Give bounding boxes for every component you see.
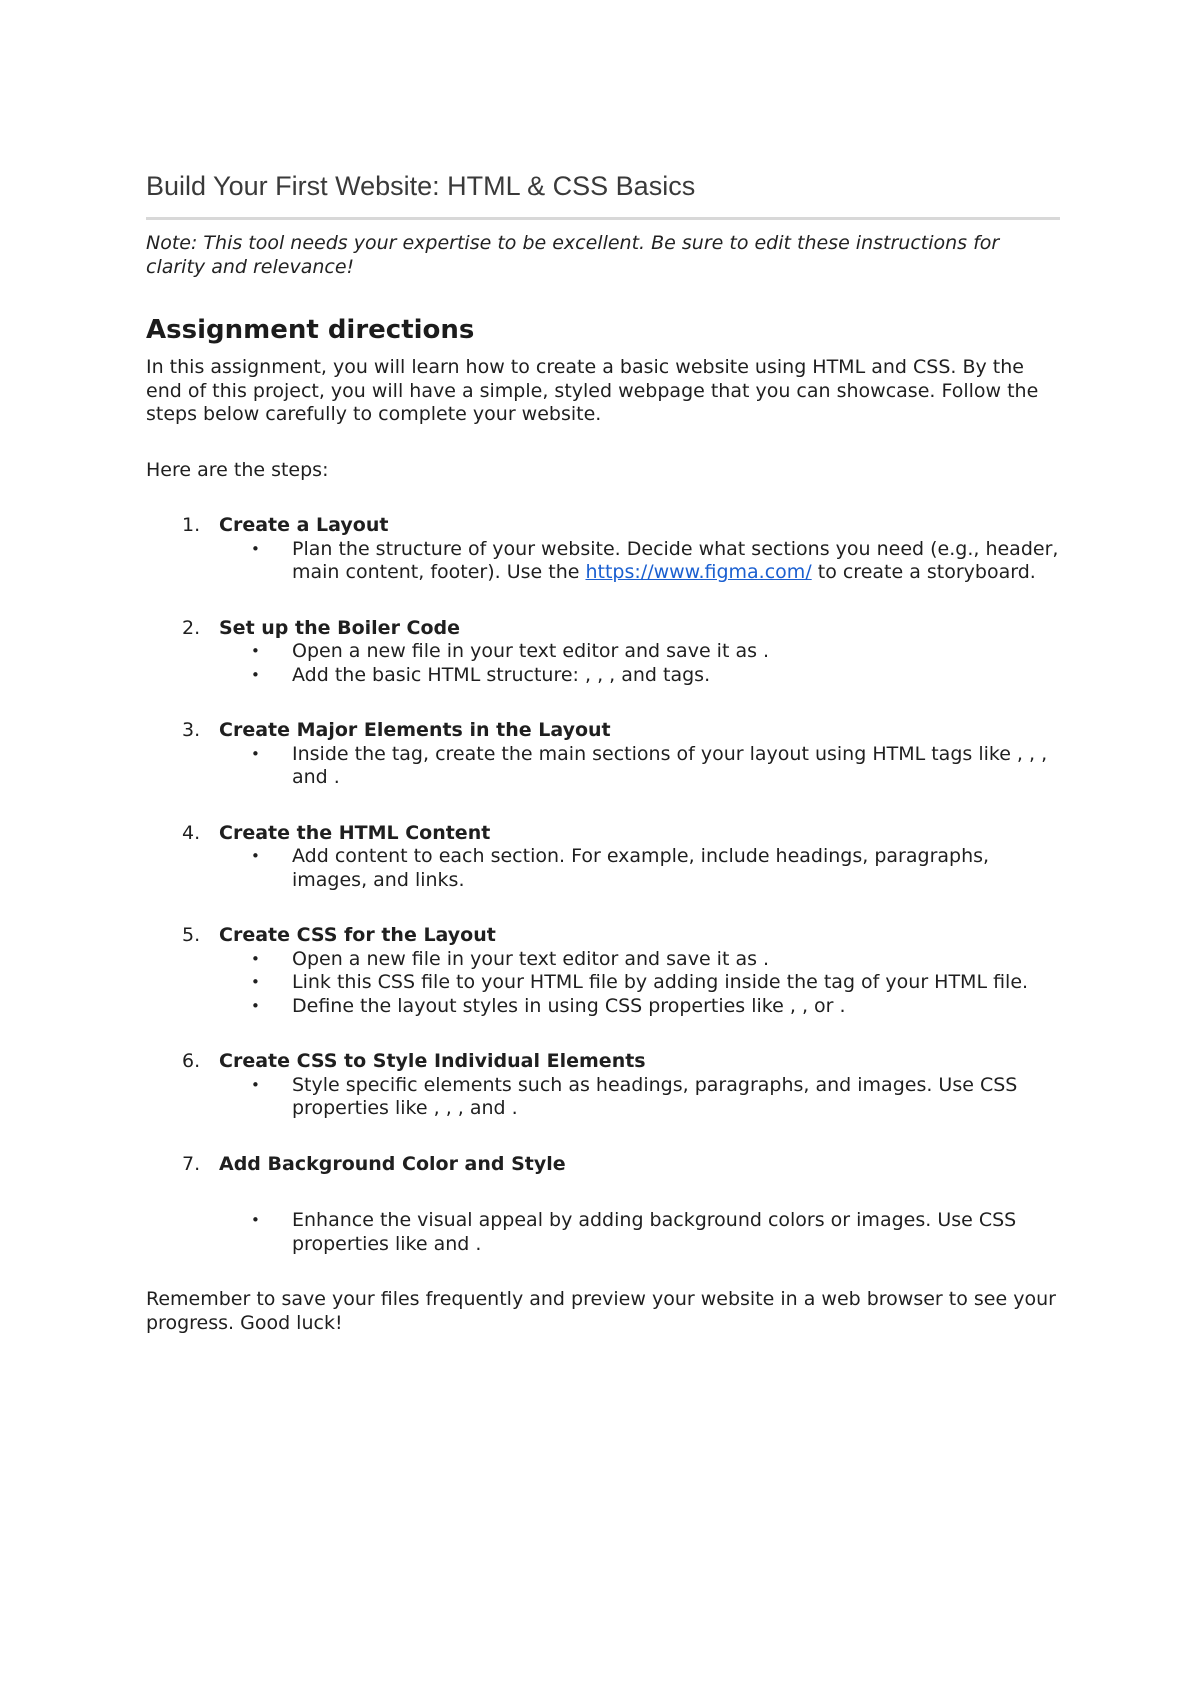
bullet-text: Define the layout styles in using CSS properties like , , or . <box>292 994 846 1017</box>
bullet-text: Open a new file in your text editor and save it as . <box>292 640 770 662</box>
step-bullets <box>219 948 1060 1019</box>
bullet-text: Enhance the visual appeal by adding background colors or images. Use CSS properties like and . <box>292 1209 1017 1255</box>
step-bullets <box>219 743 1060 790</box>
bullet-text: Plan the structure of your website. Decide what sections you need (e.g., header, main content, footer). Use the <box>292 537 1059 583</box>
step-bullets <box>219 640 1060 687</box>
document-title: Build Your First Website: HTML & CSS Basics <box>146 171 696 201</box>
intro-paragraph: In this assignment, you will learn how to create a basic website using HTML and CSS. By the end of this project, you will have a simple, styled webpage that you can showcase. Follow the steps below carefully to complete your website. <box>146 356 1039 425</box>
step-title: Create a Layout <box>219 514 389 536</box>
figma-link[interactable]: https://www.figma.com/ <box>585 561 812 583</box>
bullet-icon: • <box>251 665 260 684</box>
step-bullets <box>219 1209 1060 1256</box>
step-title: Create the HTML Content <box>219 821 491 844</box>
document-page <box>146 168 1060 1335</box>
editor-note: Note: This tool needs your expertise to be excellent. Be sure to edit these instructions for clarity and relevance! <box>146 232 1000 278</box>
steps-list <box>146 514 1060 1256</box>
step-bullets <box>219 845 1060 892</box>
closing-paragraph: Remember to save your files frequently and preview your website in a web browser to see your progress. Good luck! <box>146 1288 1056 1334</box>
bullet-icon: • <box>251 744 260 763</box>
step-5 <box>146 924 1060 1018</box>
step-title: Add Background Color and Style <box>219 1152 566 1175</box>
bullet-icon: • <box>251 847 260 865</box>
list-item <box>219 1209 1060 1256</box>
step-number: 5. <box>182 924 201 946</box>
step-title: Create Major Elements in the Layout <box>219 719 611 741</box>
bullet-icon: • <box>251 642 260 660</box>
step-7 <box>146 1153 1060 1257</box>
step-bullets <box>219 538 1060 585</box>
bullet-icon: • <box>251 1075 260 1094</box>
step-number: 6. <box>182 1050 201 1072</box>
bullet-icon: • <box>251 949 260 968</box>
step-number: 1. <box>182 514 201 536</box>
steps-intro: Here are the steps: <box>146 458 329 481</box>
step-number: 4. <box>182 821 201 844</box>
bullet-text: Add content to each section. For example, include headings, paragraphs, images, and links. <box>292 845 990 891</box>
list-item <box>219 664 1060 688</box>
title-divider <box>146 217 1060 220</box>
list-item <box>219 538 1060 585</box>
bullet-icon: • <box>251 1211 260 1229</box>
bullet-text-after-link: to create a storyboard. <box>811 561 1036 583</box>
step-number: 3. <box>182 719 201 741</box>
bullet-text: Inside the tag, create the main sections of your layout using HTML tags like , , , and . <box>292 742 1048 788</box>
assignment-directions-heading: Assignment directions <box>146 315 475 345</box>
bullet-text: Open a new file in your text editor and save it as . <box>292 947 770 970</box>
bullet-text: Link this CSS file to your HTML file by adding inside the tag of your HTML file. <box>292 971 1029 993</box>
bullet-text: Add the basic HTML structure: , , , and tags. <box>292 663 711 686</box>
step-3 <box>146 719 1060 790</box>
step-2 <box>146 617 1060 688</box>
bullet-icon: • <box>251 996 260 1015</box>
list-item <box>219 971 1060 995</box>
step-number: 2. <box>182 616 201 639</box>
step-1 <box>146 514 1060 585</box>
step-title: Create CSS for the Layout <box>219 924 496 946</box>
bullet-icon: • <box>251 539 260 558</box>
list-item <box>219 640 1060 664</box>
list-item <box>219 948 1060 972</box>
step-title: Set up the Boiler Code <box>219 616 461 639</box>
step-4 <box>146 822 1060 893</box>
step-bullets <box>219 1074 1060 1121</box>
step-title: Create CSS to Style Individual Elements <box>219 1050 646 1072</box>
step-number: 7. <box>182 1152 201 1175</box>
list-item <box>219 1074 1060 1121</box>
bullet-icon: • <box>251 973 260 991</box>
list-item <box>219 743 1060 790</box>
list-item <box>219 845 1060 892</box>
step-6 <box>146 1050 1060 1121</box>
list-item <box>219 995 1060 1019</box>
bullet-text: Style specific elements such as headings, paragraphs, and images. Use CSS properties like , , , and . <box>292 1073 1018 1119</box>
